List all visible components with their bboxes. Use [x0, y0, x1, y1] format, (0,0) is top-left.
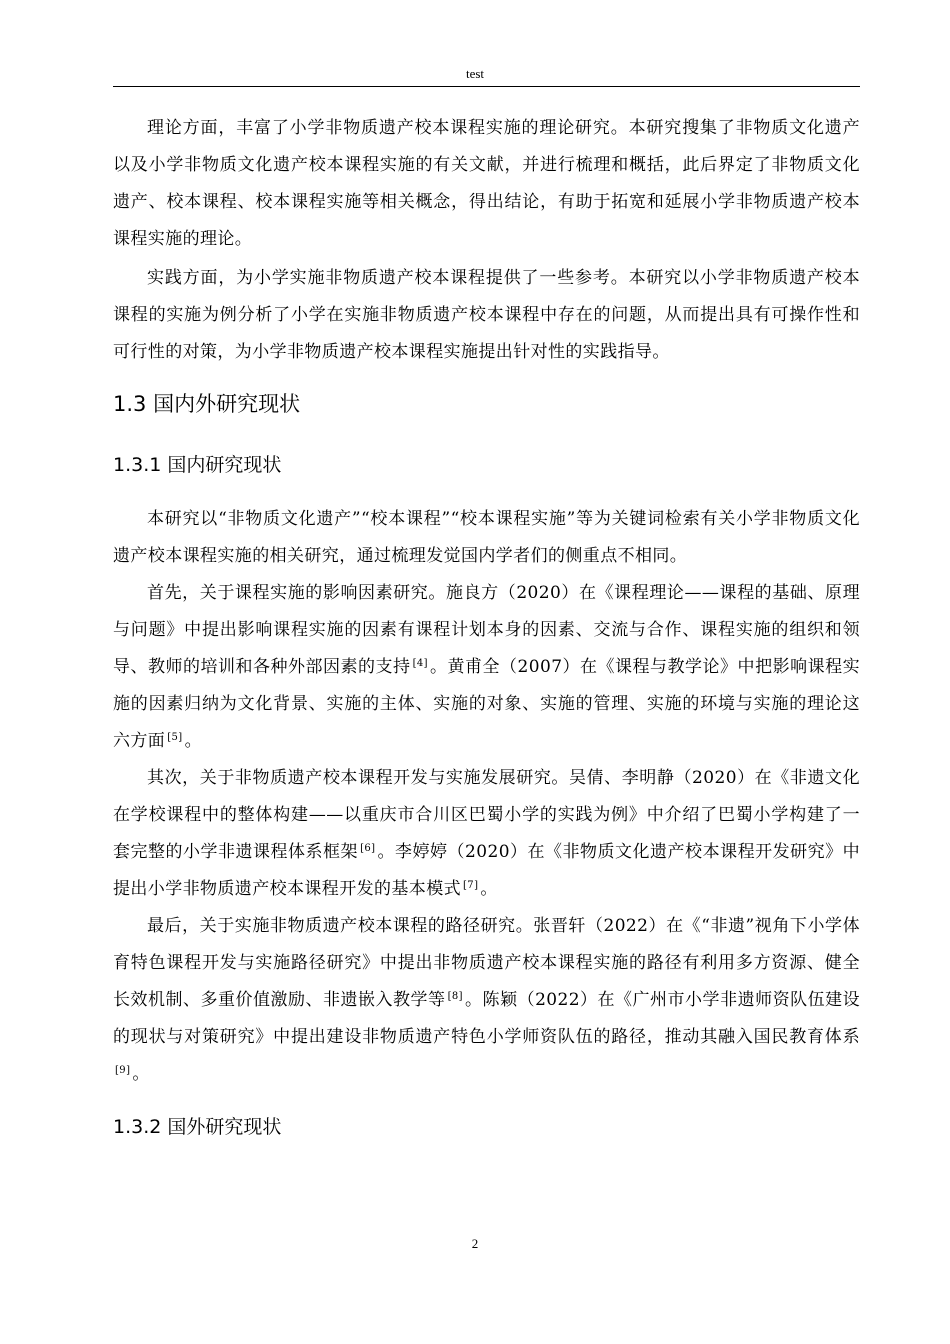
- paragraph-domestic-intro: 本研究以“非物质文化遗产”“校本课程”“校本课程实施”等为关键词检索有关小学非物质文化遗产校本课程实施的相关研究，通过梳理发觉国内学者们的侧重点不相同。: [113, 509, 860, 566]
- paragraph-implementation-path: 最后，关于实施非物质遗产校本课程的路径研究。张晋轩（2022）在《“非遗”视角下小学体育特色课程开发与实施路径研究》中提出非物质遗产校本课程实施的路径有利用多方资源、健全长效机制、多重价值激励、非遗嵌入教学等 [8] 。陈颖（2022）在《广州市小学非遗师资队伍建设的现状与对策研究》中提出建设非物质遗产特色小学师资队伍的路径，推动其融入国民教育体系[9] 。: [113, 916, 860, 1084]
- paragraph-theory: 理论方面，丰富了小学非物质遗产校本课程实施的理论研究。本研究搜集了非物质文化遗产以及小学非物质文化遗产校本课程实施的有关文献，并进行梳理和概括，此后界定了非物质文化遗产、校本课程、校本课程实施等相关概念，得出结论，有助于拓宽和延展小学非物质遗产校本课程实施的理论。: [113, 118, 860, 249]
- header-title: test: [465, 66, 485, 81]
- citation-7[interactable]: [7]: [463, 880, 479, 891]
- citation-8[interactable]: [8]: [447, 991, 463, 1002]
- citation-9[interactable]: [9]: [115, 1065, 131, 1076]
- paragraph-development: 其次，关于非物质遗产校本课程开发与实施发展研究。吴倩、李明静（2020）在《非遗文化在学校课程中的整体构建——以重庆市合川区巴蜀小学的实践为例》中介绍了巴蜀小学构建了一套完整的小学非遗课程体系框架 [6] 。李婷婷（2020）在《非物质文化遗产校本课程开发研究》中提出小学非物质遗产校本课程开发的基本模式 [7] 。: [113, 768, 860, 899]
- citation-5[interactable]: [5]: [167, 732, 183, 743]
- paragraph-practice: 实践方面，为小学实施非物质遗产校本课程提供了一些参考。本研究以小学非物质遗产校本课程的实施为例分析了小学在实施非物质遗产校本课程中存在的问题，从而提出具有可操作性和可行性的对策，为小学非物质遗产校本课程实施提出针对性的实践指导。: [113, 268, 860, 362]
- section-heading-1-3-1: 1.3.1 国内研究现状: [113, 454, 282, 476]
- citation-4[interactable]: [4]: [412, 658, 428, 669]
- page-number: 2: [471, 1236, 479, 1251]
- page-body: [113, 110, 860, 1141]
- section-heading-1-3-2: 1.3.2 国外研究现状: [113, 1116, 282, 1138]
- citation-6[interactable]: [6]: [360, 843, 376, 854]
- header-divider: [113, 86, 860, 87]
- paragraph-influence-factors: 首先，关于课程实施的影响因素研究。施良方（2020）在《课程理论——课程的基础、原理与问题》中提出影响课程实施的因素有课程计划本身的因素、交流与合作、课程实施的组织和领导、教师的培训和各种外部因素的支持 [4] 。黄甫全（2007）在《课程与教学论》中把影响课程实施的因素归纳为文化背景、实施的主体、实施的对象、实施的管理、实施的环境与实施的理论这六方面 [5] 。: [113, 583, 860, 751]
- section-heading-1-3: 1.3 国内外研究现状: [113, 392, 301, 416]
